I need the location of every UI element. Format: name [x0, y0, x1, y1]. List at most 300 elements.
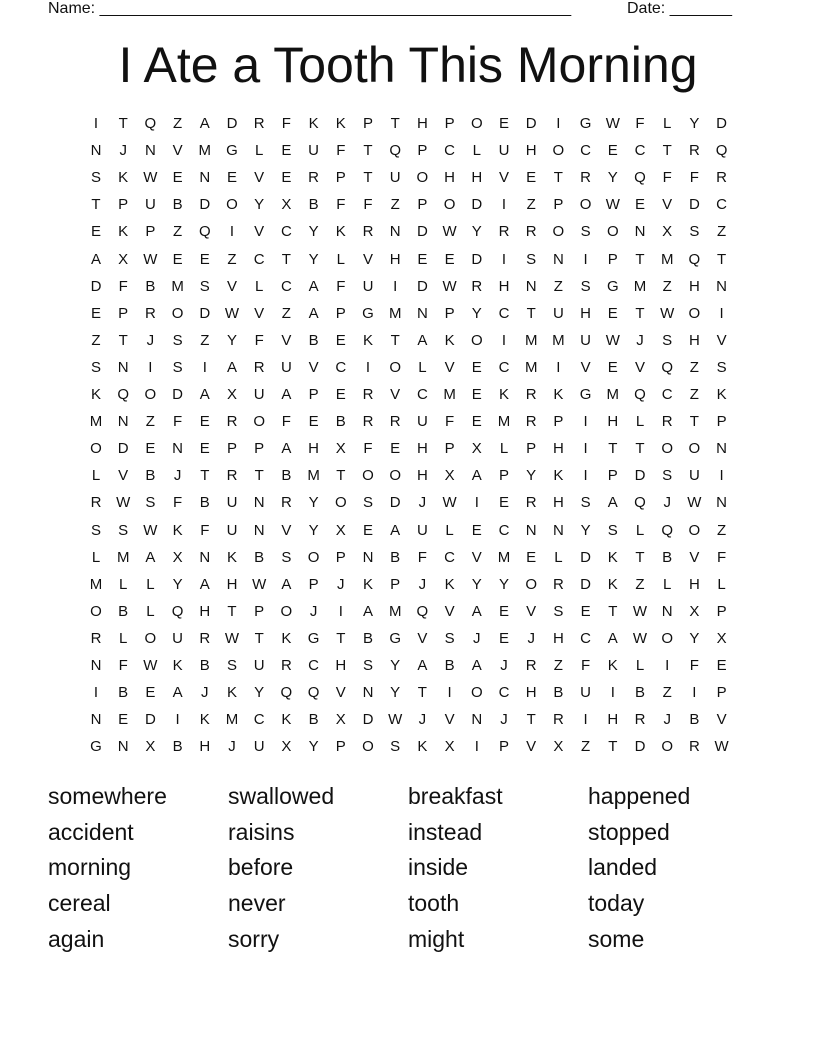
- grid-letter: M: [497, 548, 511, 566]
- grid-letter: V: [417, 629, 428, 647]
- grid-letter: R: [199, 629, 211, 647]
- grid-letter: P: [226, 440, 237, 458]
- grid-letter: R: [226, 413, 238, 431]
- grid-letter: W: [143, 657, 158, 674]
- grid-letter: Y: [498, 575, 509, 593]
- grid-letter: J: [119, 142, 127, 160]
- word-bank-item: breakfast: [408, 783, 503, 809]
- grid-letter: R: [525, 386, 537, 403]
- grid-letter: N: [552, 521, 564, 539]
- grid-letter: U: [280, 358, 292, 376]
- grid-letter: R: [253, 115, 265, 132]
- grid-letter: U: [416, 413, 428, 431]
- grid-letter: H: [444, 169, 456, 187]
- grid-letter: D: [716, 115, 728, 132]
- grid-letter: S: [580, 223, 591, 241]
- grid-letter: X: [553, 738, 564, 756]
- grid-letter: V: [526, 602, 537, 620]
- word-bank-item: never: [228, 890, 286, 917]
- grid-letter: S: [607, 521, 618, 539]
- grid-letter: B: [553, 684, 564, 702]
- grid-letter: D: [471, 250, 483, 268]
- grid-letter: R: [688, 738, 700, 756]
- grid-letter: T: [390, 331, 400, 349]
- grid-letter: O: [171, 304, 184, 322]
- grid-letter: I: [583, 711, 588, 729]
- grid-letter: S: [362, 494, 373, 512]
- grid-letter: D: [362, 711, 374, 729]
- grid-letter: B: [444, 657, 455, 674]
- grid-letter: U: [226, 494, 238, 512]
- grid-letter: K: [362, 331, 373, 349]
- grid-letter: Y: [689, 115, 700, 132]
- grid-letter: O: [90, 602, 102, 620]
- grid-letter: B: [199, 494, 210, 512]
- grid-letter: M: [606, 386, 620, 403]
- grid-letter: K: [118, 223, 129, 241]
- grid-letter: U: [389, 169, 401, 187]
- grid-letter: P: [716, 684, 727, 702]
- grid-letter: N: [661, 602, 673, 620]
- grid-letter: A: [226, 358, 237, 376]
- grid-letter: J: [663, 494, 671, 512]
- grid-letter: I: [583, 413, 588, 431]
- grid-letter: P: [498, 467, 509, 485]
- grid-letter: L: [635, 413, 645, 431]
- grid-letter: X: [335, 440, 346, 458]
- date-field-label: Date: _______: [627, 0, 732, 17]
- grid-letter: M: [443, 386, 456, 403]
- grid-letter: S: [526, 250, 537, 268]
- grid-letter: Z: [553, 277, 563, 295]
- grid-letter: H: [525, 684, 537, 702]
- word-bank-item: swallowed: [228, 783, 335, 809]
- grid-letter: M: [116, 548, 130, 566]
- grid-letter: N: [90, 142, 102, 160]
- grid-letter: S: [145, 494, 156, 512]
- grid-letter: G: [226, 142, 238, 160]
- grid-letter: T: [91, 196, 101, 214]
- grid-letter: R: [226, 467, 238, 485]
- grid-letter: U: [253, 386, 265, 403]
- grid-letter: C: [253, 711, 265, 729]
- grid-letter: F: [118, 277, 128, 295]
- grid-letter: X: [444, 467, 455, 485]
- grid-letter: K: [417, 738, 428, 756]
- grid-letter: J: [418, 575, 427, 593]
- grid-letter: H: [552, 440, 564, 458]
- grid-letter: T: [118, 115, 128, 132]
- grid-letter: B: [308, 331, 319, 349]
- grid-letter: E: [634, 196, 645, 214]
- grid-letter: F: [581, 657, 591, 674]
- grid-letter: B: [335, 413, 346, 431]
- grid-letter: K: [444, 331, 455, 349]
- grid-letter: L: [635, 521, 645, 539]
- grid-letter: E: [145, 684, 156, 702]
- grid-letter: O: [144, 629, 157, 647]
- grid-letter: R: [362, 223, 374, 241]
- grid-letter: N: [253, 494, 265, 512]
- grid-letter: O: [661, 629, 674, 647]
- grid-letter: J: [500, 711, 508, 729]
- grid-letter: B: [145, 467, 156, 485]
- grid-letter: I: [556, 115, 561, 132]
- grid-letter: P: [607, 250, 618, 268]
- word-bank-item: might: [408, 925, 465, 952]
- grid-letter: E: [281, 142, 292, 160]
- grid-letter: U: [498, 142, 510, 160]
- grid-letter: S: [580, 494, 591, 512]
- grid-letter: X: [471, 440, 482, 458]
- grid-letter: R: [661, 413, 673, 431]
- grid-letter: U: [253, 657, 265, 674]
- grid-letter: K: [607, 575, 618, 593]
- grid-letter: A: [607, 629, 618, 647]
- word-bank-item: landed: [588, 854, 658, 881]
- grid-letter: O: [552, 223, 565, 241]
- grid-letter: A: [281, 386, 292, 403]
- grid-letter: I: [501, 196, 507, 214]
- grid-letter: O: [334, 494, 347, 512]
- grid-letter: Z: [390, 196, 400, 214]
- grid-letter: H: [688, 575, 700, 593]
- grid-letter: Q: [198, 223, 211, 241]
- grid-letter: V: [254, 169, 265, 187]
- grid-letter: Y: [308, 738, 319, 756]
- grid-letter: T: [635, 440, 645, 458]
- grid-letter: Q: [634, 386, 646, 403]
- grid-letter: O: [389, 467, 402, 485]
- page-title: I Ate a Tooth This Morning: [118, 37, 698, 93]
- grid-letter: J: [500, 657, 508, 674]
- grid-letter: H: [688, 331, 700, 349]
- grid-letter: L: [91, 467, 101, 485]
- grid-letter: F: [336, 142, 346, 160]
- grid-letter: B: [172, 738, 183, 756]
- grid-letter: A: [172, 684, 183, 702]
- grid-letter: W: [143, 521, 158, 539]
- grid-letter: D: [416, 223, 428, 241]
- grid-letter: T: [254, 467, 264, 485]
- grid-letter: I: [474, 738, 479, 756]
- grid-letter: W: [605, 115, 620, 132]
- grid-letter: S: [662, 331, 673, 349]
- grid-letter: Q: [280, 684, 293, 702]
- grid-letter: R: [144, 304, 156, 322]
- grid-letter: C: [634, 142, 646, 160]
- grid-letter: E: [607, 142, 618, 160]
- grid-letter: H: [498, 277, 510, 295]
- grid-letter: M: [198, 142, 212, 160]
- grid-letter: J: [201, 684, 209, 702]
- grid-letter: W: [442, 494, 457, 512]
- grid-letter: H: [335, 657, 347, 674]
- grid-letter: J: [146, 331, 155, 349]
- grid-letter: I: [93, 684, 99, 702]
- grid-letter: P: [607, 467, 618, 485]
- grid-letter: N: [362, 684, 374, 702]
- grid-letter: D: [634, 738, 646, 756]
- grid-letter: V: [716, 331, 727, 349]
- grid-letter: I: [365, 358, 371, 376]
- grid-letter: E: [172, 250, 183, 268]
- grid-letter: J: [418, 494, 427, 512]
- grid-letter: Q: [634, 169, 646, 187]
- grid-letter: E: [226, 169, 237, 187]
- grid-letter: H: [389, 250, 401, 268]
- grid-letter: J: [337, 575, 345, 593]
- grid-letter: I: [719, 304, 724, 322]
- grid-letter: M: [89, 413, 103, 431]
- grid-letter: E: [471, 358, 482, 376]
- grid-letter: P: [308, 386, 319, 403]
- grid-letter: C: [580, 629, 592, 647]
- grid-letter: W: [714, 738, 729, 756]
- grid-letter: E: [471, 413, 482, 431]
- grid-letter: L: [91, 548, 101, 566]
- grid-letter: Y: [254, 196, 265, 214]
- grid-letter: R: [525, 494, 537, 512]
- grid-letter: Y: [308, 250, 319, 268]
- grid-letter: Y: [226, 331, 237, 349]
- grid-letter: J: [663, 711, 671, 729]
- grid-letter: T: [281, 250, 291, 268]
- grid-letter: T: [336, 467, 346, 485]
- grid-letter: K: [281, 711, 292, 729]
- grid-letter: S: [362, 657, 373, 674]
- grid-letter: E: [526, 169, 537, 187]
- grid-letter: F: [173, 494, 183, 512]
- grid-letter: H: [607, 711, 619, 729]
- grid-letter: X: [172, 548, 183, 566]
- grid-letter: R: [362, 386, 374, 403]
- grid-letter: W: [687, 494, 702, 512]
- grid-letter: S: [662, 467, 673, 485]
- grid-letter: O: [280, 602, 293, 620]
- grid-letter: W: [143, 250, 158, 268]
- grid-letter: N: [525, 521, 537, 539]
- grid-letter: O: [144, 386, 157, 403]
- grid-letter: S: [172, 331, 183, 349]
- grid-letter: P: [308, 575, 319, 593]
- grid-letter: J: [418, 711, 427, 729]
- grid-letter: X: [716, 629, 727, 647]
- grid-letter: C: [444, 142, 456, 160]
- grid-letter: L: [472, 142, 481, 160]
- grid-letter: M: [552, 331, 565, 349]
- grid-letter: Y: [471, 575, 482, 593]
- grid-letter: D: [525, 115, 537, 132]
- grid-letter: H: [552, 629, 564, 647]
- word-bank-item: today: [588, 890, 645, 917]
- grid-letter: Z: [145, 413, 155, 431]
- grid-letter: L: [418, 358, 427, 376]
- grid-letter: C: [253, 250, 265, 268]
- grid-letter: M: [225, 711, 239, 729]
- grid-letter: Z: [173, 223, 183, 241]
- grid-letter: I: [93, 115, 99, 132]
- grid-letter: G: [362, 304, 374, 322]
- grid-letter: Z: [173, 115, 183, 132]
- grid-letter: R: [498, 223, 510, 241]
- grid-letter: L: [146, 602, 155, 620]
- grid-letter: P: [118, 196, 129, 214]
- grid-letter: N: [716, 494, 728, 512]
- grid-letter: B: [662, 548, 673, 566]
- grid-letter: I: [229, 223, 235, 241]
- grid-letter: N: [117, 738, 129, 756]
- grid-letter: C: [498, 684, 510, 702]
- grid-letter: V: [254, 223, 265, 241]
- grid-letter: V: [335, 684, 346, 702]
- grid-letter: T: [363, 142, 373, 160]
- grid-letter: E: [199, 250, 210, 268]
- grid-letter: V: [444, 602, 455, 620]
- grid-letter: T: [390, 115, 400, 132]
- grid-letter: S: [90, 521, 101, 539]
- grid-letter: I: [501, 250, 507, 268]
- grid-letter: C: [498, 521, 510, 539]
- grid-letter: P: [118, 304, 129, 322]
- grid-letter: M: [524, 358, 538, 376]
- grid-letter: X: [281, 738, 292, 756]
- grid-letter: T: [635, 548, 645, 566]
- grid-letter: F: [717, 548, 727, 566]
- grid-letter: P: [716, 413, 727, 431]
- grid-letter: T: [608, 738, 618, 756]
- grid-letter: D: [90, 277, 102, 295]
- grid-letter: V: [444, 711, 455, 729]
- grid-letter: S: [716, 358, 727, 376]
- grid-letter: T: [526, 711, 536, 729]
- grid-letter: E: [716, 657, 727, 674]
- grid-letter: O: [307, 548, 320, 566]
- grid-letter: B: [172, 196, 183, 214]
- grid-letter: V: [444, 358, 455, 376]
- grid-letter: A: [471, 467, 482, 485]
- grid-letter: Q: [389, 142, 402, 160]
- grid-letter: Y: [390, 657, 401, 674]
- grid-letter: C: [716, 196, 728, 214]
- grid-letter: B: [362, 629, 373, 647]
- grid-letter: F: [173, 413, 183, 431]
- grid-letter: N: [634, 223, 646, 241]
- grid-letter: O: [579, 196, 592, 214]
- grid-letter: F: [118, 657, 128, 674]
- grid-letter: L: [554, 548, 563, 566]
- grid-letter: B: [118, 602, 129, 620]
- grid-letter: G: [579, 386, 592, 403]
- word-bank-item: again: [48, 925, 105, 952]
- grid-letter: R: [280, 657, 292, 674]
- grid-letter: M: [307, 467, 320, 485]
- grid-letter: U: [308, 142, 320, 160]
- grid-letter: P: [335, 169, 346, 187]
- grid-letter: E: [498, 602, 509, 620]
- grid-letter: K: [553, 467, 564, 485]
- grid-letter: R: [716, 169, 728, 187]
- grid-letter: F: [336, 196, 346, 214]
- grid-letter: V: [526, 738, 537, 756]
- grid-letter: N: [389, 223, 401, 241]
- grid-letter: U: [552, 304, 564, 322]
- grid-letter: K: [226, 684, 237, 702]
- grid-letter: N: [199, 169, 211, 187]
- grid-letter: E: [607, 358, 618, 376]
- grid-letter: W: [252, 575, 267, 593]
- grid-letter: Q: [416, 602, 429, 620]
- grid-letter: K: [118, 169, 129, 187]
- grid-letter: V: [634, 358, 645, 376]
- grid-letter: P: [444, 440, 455, 458]
- grid-letter: P: [417, 196, 428, 214]
- grid-letter: D: [416, 277, 428, 295]
- grid-letter: S: [199, 277, 210, 295]
- word-bank-item: somewhere: [48, 783, 167, 809]
- grid-letter: A: [145, 548, 156, 566]
- grid-letter: V: [390, 386, 401, 403]
- grid-letter: D: [117, 440, 129, 458]
- grid-letter: E: [172, 169, 183, 187]
- grid-letter: A: [199, 115, 210, 132]
- grid-letter: L: [635, 657, 645, 674]
- grid-letter: P: [390, 575, 401, 593]
- grid-letter: A: [199, 386, 210, 403]
- grid-letter: Z: [635, 575, 645, 593]
- grid-letter: X: [335, 711, 346, 729]
- grid-letter: Z: [662, 277, 672, 295]
- grid-letter: B: [689, 711, 700, 729]
- grid-letter: T: [635, 250, 645, 268]
- grid-letter: K: [172, 521, 183, 539]
- grid-letter: L: [146, 575, 155, 593]
- grid-letter: H: [199, 738, 211, 756]
- grid-letter: F: [445, 413, 455, 431]
- grid-letter: N: [90, 657, 102, 674]
- grid-letter: R: [552, 575, 564, 593]
- grid-letter: L: [499, 440, 509, 458]
- grid-letter: H: [416, 115, 428, 132]
- grid-letter: F: [363, 440, 373, 458]
- grid-letter: H: [199, 602, 211, 620]
- grid-letter: E: [444, 250, 455, 268]
- grid-letter: F: [635, 115, 645, 132]
- grid-letter: P: [498, 738, 509, 756]
- grid-letter: V: [172, 142, 183, 160]
- grid-letter: S: [689, 223, 700, 241]
- grid-letter: O: [606, 223, 619, 241]
- grid-letter: U: [580, 684, 592, 702]
- grid-letter: K: [553, 386, 564, 403]
- grid-letter: F: [254, 331, 264, 349]
- word-bank-item: cereal: [48, 890, 111, 917]
- grid-letter: U: [253, 738, 265, 756]
- grid-letter: Y: [689, 629, 700, 647]
- grid-letter: I: [583, 467, 588, 485]
- grid-letter: Q: [661, 521, 674, 539]
- grid-letter: Z: [200, 331, 210, 349]
- grid-letter: V: [471, 548, 482, 566]
- grid-letter: J: [527, 629, 535, 647]
- grid-letter: S: [390, 738, 401, 756]
- grid-letter: T: [635, 304, 645, 322]
- grid-letter: N: [117, 358, 129, 376]
- grid-letter: J: [228, 738, 236, 756]
- grid-letter: E: [526, 548, 537, 566]
- grid-letter: L: [119, 629, 128, 647]
- grid-letter: L: [717, 575, 726, 593]
